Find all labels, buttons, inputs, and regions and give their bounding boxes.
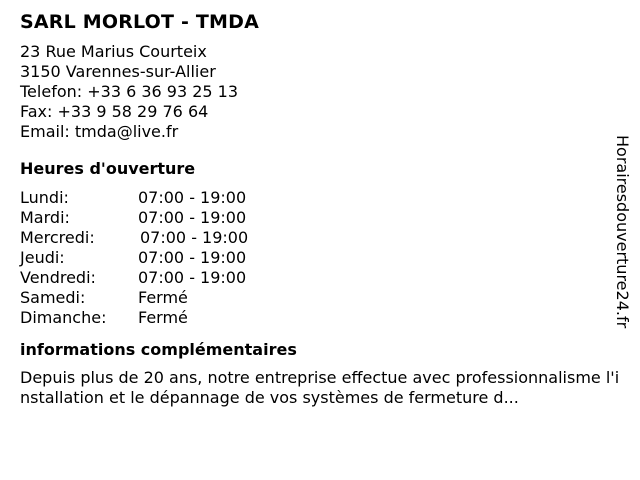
hours-row-saturday [20,288,620,308]
hours-day-label: Jeudi: [20,248,65,267]
hours-day-label: Mercredi: [20,228,95,247]
hours-row-thursday [20,248,620,268]
address-street: 23 Rue Marius Courteix [20,42,207,61]
hours-row-tuesday [20,208,620,228]
fax-number: Fax: +33 9 58 29 76 64 [20,102,209,121]
business-card [20,10,620,408]
email-address: Email: tmda@live.fr [20,122,179,141]
business-name: SARL MORLOT - TMDA [20,11,260,33]
site-watermark: Horairesdouverture24.fr [613,135,632,329]
hours-time-value: 07:00 - 19:00 [138,268,247,287]
hours-time-value: 07:00 - 19:00 [138,208,247,227]
hours-row-wednesday [20,228,620,248]
opening-hours-heading: Heures d'ouverture [20,159,196,178]
hours-time-value: Fermé [138,308,188,327]
hours-day-label: Dimanche: [20,308,107,327]
opening-hours-table [20,188,620,328]
hours-time-value: 07:00 - 19:00 [138,248,247,267]
hours-day-label: Vendredi: [20,268,96,287]
hours-row-sunday [20,308,620,328]
hours-time-value: 07:00 - 19:00 [140,228,249,247]
hours-row-monday [20,188,620,208]
address-city: 3150 Varennes-sur-Allier [20,62,216,81]
phone-number: Telefon: +33 6 36 93 25 13 [20,82,239,101]
hours-day-label: Samedi: [20,288,86,307]
address-block [20,42,620,142]
hours-time-value: 07:00 - 19:00 [138,188,247,207]
hours-row-friday [20,268,620,288]
hours-day-label: Lundi: [20,188,69,207]
additional-info-text: Depuis plus de 20 ans, notre entreprise effectue avec professionnalisme l'installation et le dépannage de vos systèmes de fermeture d... [20,368,620,407]
additional-info-heading: informations complémentaires [20,340,297,359]
hours-day-label: Mardi: [20,208,70,227]
hours-time-value: Fermé [138,288,188,307]
